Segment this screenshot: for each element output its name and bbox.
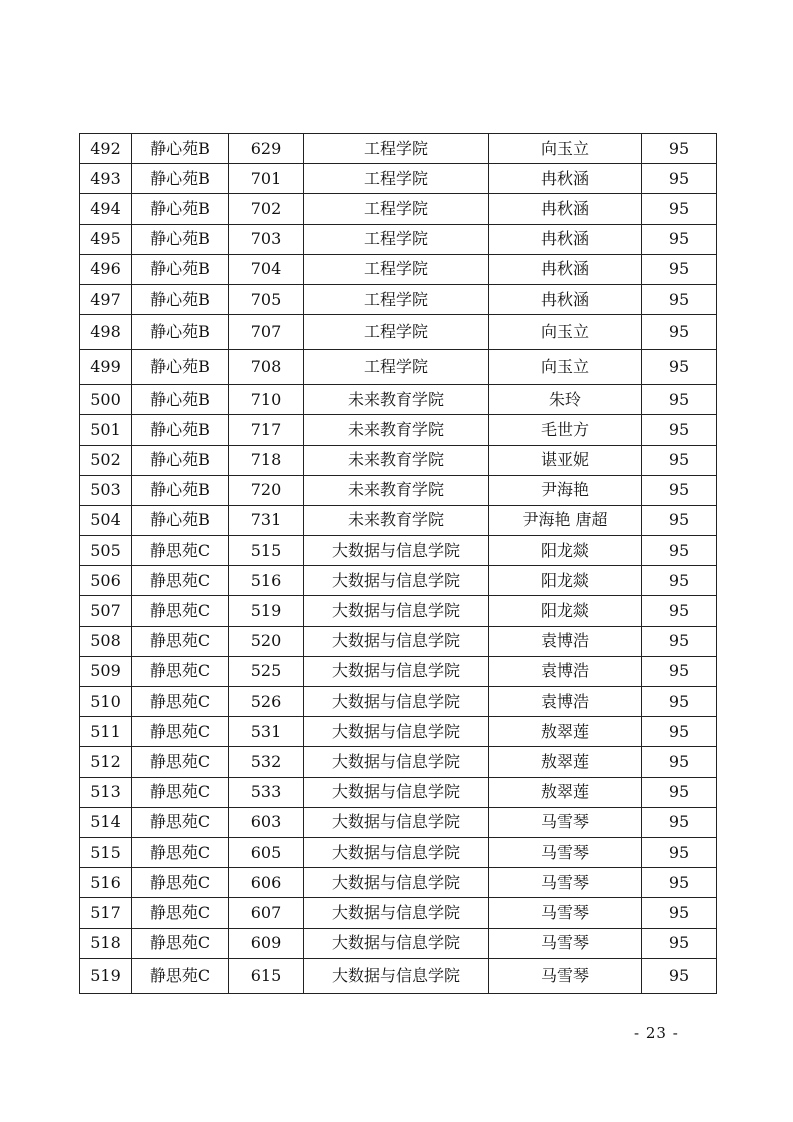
building-cell: 静心苑B xyxy=(132,415,229,445)
room-cell: 629 xyxy=(229,134,304,164)
score-cell: 95 xyxy=(642,566,717,596)
room-cell: 516 xyxy=(229,566,304,596)
table-row xyxy=(80,224,717,254)
name-cell: 袁博浩 xyxy=(489,626,642,656)
score-cell: 95 xyxy=(642,656,717,686)
table-row xyxy=(80,194,717,224)
room-cell: 532 xyxy=(229,747,304,777)
building-cell: 静思苑C xyxy=(132,928,229,958)
table-row xyxy=(80,687,717,717)
college-cell: 工程学院 xyxy=(304,315,489,350)
room-cell: 702 xyxy=(229,194,304,224)
college-cell: 未来教育学院 xyxy=(304,415,489,445)
room-cell: 710 xyxy=(229,385,304,415)
room-cell: 720 xyxy=(229,475,304,505)
name-cell: 马雪琴 xyxy=(489,898,642,928)
college-cell: 未来教育学院 xyxy=(304,505,489,535)
name-cell: 向玉立 xyxy=(489,134,642,164)
row-number: 500 xyxy=(80,385,132,415)
building-cell: 静思苑C xyxy=(132,717,229,747)
row-number: 505 xyxy=(80,536,132,566)
row-number: 506 xyxy=(80,566,132,596)
college-cell: 大数据与信息学院 xyxy=(304,656,489,686)
row-number: 501 xyxy=(80,415,132,445)
building-cell: 静心苑B xyxy=(132,164,229,194)
table-row xyxy=(80,536,717,566)
college-cell: 未来教育学院 xyxy=(304,475,489,505)
name-cell: 袁博浩 xyxy=(489,687,642,717)
table-row xyxy=(80,566,717,596)
building-cell: 静思苑C xyxy=(132,596,229,626)
name-cell: 阳龙燚 xyxy=(489,566,642,596)
name-cell: 冉秋涵 xyxy=(489,164,642,194)
building-cell: 静心苑B xyxy=(132,475,229,505)
room-cell: 615 xyxy=(229,958,304,993)
row-number: 511 xyxy=(80,717,132,747)
college-cell: 工程学院 xyxy=(304,164,489,194)
name-cell: 敖翠莲 xyxy=(489,777,642,807)
table-row xyxy=(80,958,717,993)
college-cell: 工程学院 xyxy=(304,284,489,314)
row-number: 498 xyxy=(80,315,132,350)
college-cell: 大数据与信息学院 xyxy=(304,566,489,596)
building-cell: 静思苑C xyxy=(132,807,229,837)
table-row xyxy=(80,134,717,164)
room-cell: 603 xyxy=(229,807,304,837)
score-cell: 95 xyxy=(642,315,717,350)
table-row xyxy=(80,777,717,807)
row-number: 508 xyxy=(80,626,132,656)
table-row xyxy=(80,928,717,958)
building-cell: 静心苑B xyxy=(132,385,229,415)
room-cell: 606 xyxy=(229,868,304,898)
table-row xyxy=(80,596,717,626)
score-cell: 95 xyxy=(642,626,717,656)
college-cell: 大数据与信息学院 xyxy=(304,868,489,898)
row-number: 514 xyxy=(80,807,132,837)
name-cell: 马雪琴 xyxy=(489,807,642,837)
score-cell: 95 xyxy=(642,134,717,164)
score-cell: 95 xyxy=(642,687,717,717)
score-cell: 95 xyxy=(642,194,717,224)
score-cell: 95 xyxy=(642,505,717,535)
room-cell: 703 xyxy=(229,224,304,254)
building-cell: 静心苑B xyxy=(132,134,229,164)
name-cell: 朱玲 xyxy=(489,385,642,415)
room-cell: 519 xyxy=(229,596,304,626)
room-cell: 515 xyxy=(229,536,304,566)
room-cell: 707 xyxy=(229,315,304,350)
row-number: 495 xyxy=(80,224,132,254)
table-row xyxy=(80,717,717,747)
room-cell: 609 xyxy=(229,928,304,958)
room-cell: 731 xyxy=(229,505,304,535)
room-cell: 526 xyxy=(229,687,304,717)
name-cell: 毛世方 xyxy=(489,415,642,445)
building-cell: 静思苑C xyxy=(132,536,229,566)
building-cell: 静思苑C xyxy=(132,868,229,898)
building-cell: 静思苑C xyxy=(132,958,229,993)
row-number: 492 xyxy=(80,134,132,164)
building-cell: 静心苑B xyxy=(132,315,229,350)
score-cell: 95 xyxy=(642,164,717,194)
score-cell: 95 xyxy=(642,807,717,837)
college-cell: 大数据与信息学院 xyxy=(304,928,489,958)
college-cell: 工程学院 xyxy=(304,134,489,164)
table-row xyxy=(80,898,717,928)
row-number: 503 xyxy=(80,475,132,505)
college-cell: 未来教育学院 xyxy=(304,445,489,475)
score-cell: 95 xyxy=(642,385,717,415)
name-cell: 马雪琴 xyxy=(489,837,642,867)
room-cell: 607 xyxy=(229,898,304,928)
score-cell: 95 xyxy=(642,475,717,505)
building-cell: 静心苑B xyxy=(132,194,229,224)
dormitory-score-table xyxy=(79,133,717,994)
college-cell: 工程学院 xyxy=(304,254,489,284)
score-cell: 95 xyxy=(642,868,717,898)
room-cell: 718 xyxy=(229,445,304,475)
room-cell: 520 xyxy=(229,626,304,656)
room-cell: 605 xyxy=(229,837,304,867)
building-cell: 静思苑C xyxy=(132,656,229,686)
table-row xyxy=(80,868,717,898)
room-cell: 525 xyxy=(229,656,304,686)
building-cell: 静心苑B xyxy=(132,224,229,254)
name-cell: 冉秋涵 xyxy=(489,224,642,254)
room-cell: 705 xyxy=(229,284,304,314)
building-cell: 静思苑C xyxy=(132,747,229,777)
row-number: 497 xyxy=(80,284,132,314)
college-cell: 工程学院 xyxy=(304,194,489,224)
row-number: 494 xyxy=(80,194,132,224)
building-cell: 静心苑B xyxy=(132,254,229,284)
score-cell: 95 xyxy=(642,837,717,867)
row-number: 512 xyxy=(80,747,132,777)
college-cell: 大数据与信息学院 xyxy=(304,596,489,626)
room-cell: 704 xyxy=(229,254,304,284)
row-number: 507 xyxy=(80,596,132,626)
table-row xyxy=(80,445,717,475)
table-row xyxy=(80,350,717,385)
row-number: 504 xyxy=(80,505,132,535)
table-row xyxy=(80,505,717,535)
row-number: 509 xyxy=(80,656,132,686)
table-row xyxy=(80,747,717,777)
page-number: - 23 - xyxy=(634,1024,679,1042)
college-cell: 大数据与信息学院 xyxy=(304,687,489,717)
score-cell: 95 xyxy=(642,536,717,566)
score-cell: 95 xyxy=(642,958,717,993)
building-cell: 静思苑C xyxy=(132,687,229,717)
row-number: 502 xyxy=(80,445,132,475)
room-cell: 708 xyxy=(229,350,304,385)
building-cell: 静思苑C xyxy=(132,837,229,867)
row-number: 499 xyxy=(80,350,132,385)
table-row xyxy=(80,837,717,867)
score-cell: 95 xyxy=(642,350,717,385)
row-number: 519 xyxy=(80,958,132,993)
score-cell: 95 xyxy=(642,415,717,445)
building-cell: 静心苑B xyxy=(132,505,229,535)
college-cell: 大数据与信息学院 xyxy=(304,626,489,656)
row-number: 515 xyxy=(80,837,132,867)
score-cell: 95 xyxy=(642,284,717,314)
name-cell: 袁博浩 xyxy=(489,656,642,686)
name-cell: 谌亚妮 xyxy=(489,445,642,475)
name-cell: 马雪琴 xyxy=(489,928,642,958)
college-cell: 未来教育学院 xyxy=(304,385,489,415)
table-row xyxy=(80,475,717,505)
college-cell: 大数据与信息学院 xyxy=(304,747,489,777)
name-cell: 向玉立 xyxy=(489,315,642,350)
college-cell: 大数据与信息学院 xyxy=(304,898,489,928)
table-row xyxy=(80,284,717,314)
row-number: 493 xyxy=(80,164,132,194)
table-body xyxy=(80,134,717,994)
name-cell: 敖翠莲 xyxy=(489,717,642,747)
college-cell: 大数据与信息学院 xyxy=(304,807,489,837)
score-cell: 95 xyxy=(642,898,717,928)
name-cell: 马雪琴 xyxy=(489,958,642,993)
table-row xyxy=(80,385,717,415)
name-cell: 尹海艳 唐超 xyxy=(489,505,642,535)
name-cell: 冉秋涵 xyxy=(489,254,642,284)
college-cell: 工程学院 xyxy=(304,224,489,254)
score-cell: 95 xyxy=(642,254,717,284)
row-number: 510 xyxy=(80,687,132,717)
table-row xyxy=(80,626,717,656)
room-cell: 533 xyxy=(229,777,304,807)
score-cell: 95 xyxy=(642,445,717,475)
name-cell: 马雪琴 xyxy=(489,868,642,898)
row-number: 517 xyxy=(80,898,132,928)
room-cell: 531 xyxy=(229,717,304,747)
name-cell: 冉秋涵 xyxy=(489,194,642,224)
college-cell: 大数据与信息学院 xyxy=(304,837,489,867)
score-cell: 95 xyxy=(642,928,717,958)
table-row xyxy=(80,315,717,350)
college-cell: 大数据与信息学院 xyxy=(304,958,489,993)
room-cell: 717 xyxy=(229,415,304,445)
building-cell: 静心苑B xyxy=(132,350,229,385)
score-cell: 95 xyxy=(642,717,717,747)
building-cell: 静思苑C xyxy=(132,566,229,596)
row-number: 516 xyxy=(80,868,132,898)
name-cell: 敖翠莲 xyxy=(489,747,642,777)
table-row xyxy=(80,807,717,837)
name-cell: 尹海艳 xyxy=(489,475,642,505)
table-row xyxy=(80,254,717,284)
row-number: 513 xyxy=(80,777,132,807)
building-cell: 静心苑B xyxy=(132,445,229,475)
name-cell: 阳龙燚 xyxy=(489,596,642,626)
college-cell: 大数据与信息学院 xyxy=(304,717,489,747)
name-cell: 向玉立 xyxy=(489,350,642,385)
score-cell: 95 xyxy=(642,596,717,626)
college-cell: 大数据与信息学院 xyxy=(304,536,489,566)
room-cell: 701 xyxy=(229,164,304,194)
name-cell: 冉秋涵 xyxy=(489,284,642,314)
building-cell: 静思苑C xyxy=(132,626,229,656)
row-number: 518 xyxy=(80,928,132,958)
name-cell: 阳龙燚 xyxy=(489,536,642,566)
college-cell: 大数据与信息学院 xyxy=(304,777,489,807)
building-cell: 静心苑B xyxy=(132,284,229,314)
table-row xyxy=(80,415,717,445)
score-cell: 95 xyxy=(642,777,717,807)
building-cell: 静思苑C xyxy=(132,898,229,928)
table-row xyxy=(80,164,717,194)
row-number: 496 xyxy=(80,254,132,284)
building-cell: 静思苑C xyxy=(132,777,229,807)
college-cell: 工程学院 xyxy=(304,350,489,385)
score-cell: 95 xyxy=(642,747,717,777)
table-row xyxy=(80,656,717,686)
score-cell: 95 xyxy=(642,224,717,254)
